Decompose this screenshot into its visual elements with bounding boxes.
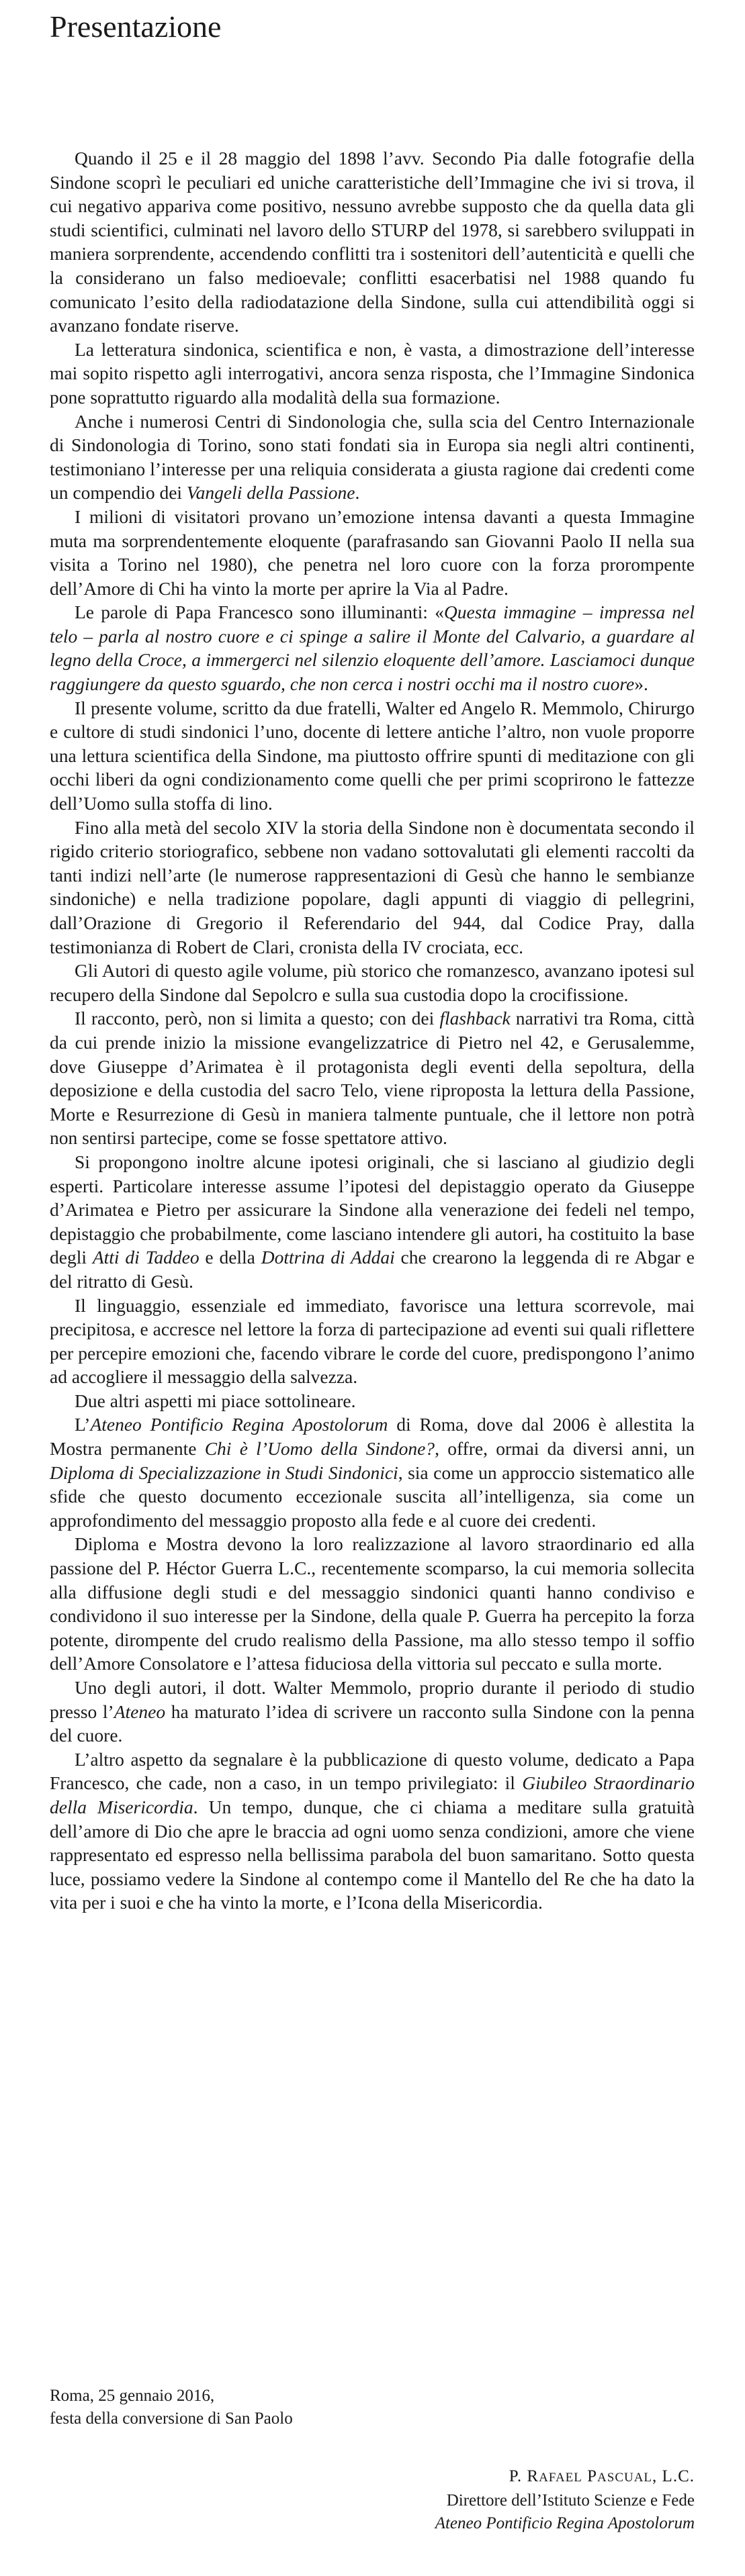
page-title: Presentazione [50, 9, 222, 44]
body-paragraph [50, 505, 695, 600]
feast-day: festa della conversione di San Paolo [50, 2410, 293, 2428]
paragraph-text: Diploma e Mostra devono la loro realizzazione al lavoro straordinario ed alla passione del P. Héctor Guerra L.C., recentemente scomparso, la cui memoria sollecita alla diffusione degli studi e del messaggio sindonici quanti hanno condiviso e condividono il suo interesse per la Sindone, della quale P. Guerra ha percepito la forza potente, dirompente del crudo realismo della Passione, ma allo stesso tempo il soffio dell’Amore Consolatore e l’attesa fiduciosa della vittoria sul peccato e sulla morte. [50, 1533, 695, 1674]
paragraph-text: Il linguaggio, essenziale ed immediato, favorisce una lettura scorrevole, mai precipitosa, e accresce nel lettore la forza di partecipazione ad eventi sui quali riflettere per percepire emozioni che, facendo vibrare le corde del cuore, predispongono l’animo ad accogliere il messaggio della salvezza. [50, 1294, 695, 1388]
paragraph-text: narrativi tra Roma, città da cui prende inizio la missione evangelizzatrice di Pietro nel 42, e Gerusalemme, dove Giuseppe d’Arimatea è il protagonista degli eventi della sepoltura, della deposizione e della custodia del sacro Telo, viene riproposta la lettura della Passione, Morte e Resurrezione di Gesù in maniera talmente puntuale, che il lettore non potrà non sentirsi partecipe, come se fosse spettatore attivo. [50, 1008, 695, 1149]
paragraph-text: Anche i numerosi Centri di Sindonologia che, sulla scia del Centro Internazionale di Sindonologia di Torino, sono stati fondati sia in Europa sia negli altri continenti, testimoniano l’interesse per una reliquia considerata a giusta ragione dai credenti come un compendio dei [50, 410, 695, 504]
signature-block [435, 2465, 695, 2535]
italic-text: Ateneo [114, 1701, 166, 1722]
paragraph-text: Il presente volume, scritto da due fratelli, Walter ed Angelo R. Memmolo, Chirurgo e cultore di studi sindonici l’uno, docente di lettere antiche l’altro, non vuole proporre una lettura scientifica della Sindone, ma piuttosto offrire spunti di meditazione con gli occhi liberi da ogni condizionamento come quelli che per primi scoprirono le fattezze dell’Uomo sulla stoffa di lino. [50, 697, 695, 814]
paragraph-text: La letteratura sindonica, scientifica e non, è vasta, a dimostrazione dell’interesse mai sopito rispetto agli interrogativi, ancora senza risposta, che l’Immagine Sindonica pone soprattutto riguardo alla modalità della sua formazione. [50, 338, 695, 408]
paragraph-text: , sia come un approccio sistematico alle sfide che questo documento eccezionale suscita all’intelligenza, sia come un approfondimento del messaggio proposto alla fede e al cuore dei credenti. [50, 1462, 695, 1531]
body-paragraph [50, 1006, 695, 1150]
author-role: Direttore dell’Istituto Scienze e Fede [446, 2491, 695, 2510]
italic-text: Atti di Taddeo [92, 1247, 200, 1268]
body-paragraph [50, 816, 695, 959]
paragraph-text: ha maturato l’idea di scrivere un racconto sulla Sindone con la penna del cuore. [50, 1701, 695, 1746]
paragraph-text: Si propongono inoltre alcune ipotesi originali, che si lasciano al giudizio degli esperti. Particolare interesse assume l’ipotesi del depistaggio operato da Giuseppe d’Arimatea e Pietro per assicurare la Sindone alla venerazione dei fedeli nel tempo, depistaggio che probabilmente, come lasciano intendere gli autori, ha costituito la base degli [50, 1151, 695, 1268]
paragraph-text: Gli Autori di questo agile volume, più storico che romanzesco, avanzano ipotesi sul recupero della Sindone dal Sepolcro e sulla sua custodia dopo la crocifissione. [50, 960, 695, 1005]
place-date: Roma, 25 gennaio 2016, [50, 2387, 215, 2405]
body-paragraph [50, 1413, 695, 1532]
body-paragraph [50, 600, 695, 696]
presentation-body [50, 146, 695, 1915]
body-paragraph [50, 1150, 695, 1294]
italic-text: Ateneo Pontificio Regina Apostolorum [90, 1414, 388, 1435]
paragraph-text: L’altro aspetto da segnalare è la pubblicazione di questo volume, dedicato a Papa Francesco, che cade, non a caso, in un tempo privilegiato: il [50, 1748, 695, 1794]
body-paragraph [50, 410, 695, 505]
body-paragraph [50, 1748, 695, 1915]
italic-text: Vangeli della Passione [186, 482, 355, 504]
body-paragraph [50, 1532, 695, 1676]
italic-text: flashback [439, 1008, 511, 1029]
paragraph-text: Le parole di Papa Francesco sono illuminanti: « [75, 602, 444, 623]
paragraph-text: Quando il 25 e il 28 maggio del 1898 l’avv. Secondo Pia dalle fotografie della Sindone scoprì le peculiari ed uniche caratteristiche dell’Immagine che ivi si trova, il cui negativo appariva come positivo, nessuno avrebbe supposto che da quella data gli studi scientifici, culminati nel lavoro dello STURP del 1978, si sarebbero sviluppati in maniera sorprendente, accendendo conflitti tra i sostenitori dell’autenticità e quelli che la considerano un falso medioevale; conflitti esacerbatisi nel 1988 quando fu comunicato l’esito della radiodatazione della Sindone, sulla cui attendibilità oggi si avanzano fondate riserve. [50, 148, 695, 336]
place-date-block [50, 2385, 293, 2430]
italic-text: Questa immagine – impressa nel telo – parla al nostro cuore e ci spinge a salire il Monte del Calvario, a guardare al legno della Croce, a immergerci nel silenzio eloquente dell’amore. Lasciamoci dunque raggiungere da questo sguardo, che non cerca i nostri occhi ma il nostro cuore [50, 602, 695, 695]
paragraph-text: . [355, 482, 360, 504]
paragraph-text: . Un tempo, dunque, che ci chiama a meditare sulla gratuità dell’amore di Dio che apre le braccia ad ogni uomo senza condizioni, amore che viene rappresentato ed espresso nella bellissima parabola del buon samaritano. Sotto questa luce, possiamo vedere la Sindone al contempo come il Mantello del Re che ha dato la vita per i suoi e che ha vinto la morte, e l’Icona della Misericordia. [50, 1796, 695, 1913]
author-name: P. RAFAEL PASCUAL, L.C. [509, 2467, 695, 2485]
paragraph-text: , offre, ormai da diversi anni, un [435, 1438, 695, 1460]
body-paragraph [50, 146, 695, 338]
body-paragraph [50, 959, 695, 1006]
author-institution: Ateneo Pontificio Regina Apostolorum [435, 2514, 695, 2532]
body-paragraph [50, 1389, 695, 1413]
paragraph-text: ». [634, 673, 648, 695]
body-paragraph [50, 1676, 695, 1748]
paragraph-text: che crearono la leggenda di re Abgar e del ritratto di Gesù. [50, 1247, 695, 1292]
paragraph-text: Il racconto, però, non si limita a questo; con dei [75, 1008, 440, 1029]
paragraph-text: I milioni di visitatori provano un’emozione intensa davanti a questa Immagine muta ma sorprendentemente eloquente (parafrasando san Giovanni Paolo II nella sua visita a Torino nel 1980), che penetra nel loro cuore con la forza prorompente dell’Amore di Chi ha vinto la morte per aprire la Via al Padre. [50, 506, 695, 599]
paragraph-text: Due altri aspetti mi piace sottolineare. [75, 1390, 356, 1411]
paragraph-text: Uno degli autori, il dott. Walter Memmolo, proprio durante il periodo di studio presso l’ [50, 1677, 695, 1722]
body-paragraph [50, 696, 695, 816]
italic-text: Giubileo Straordinario della Misericordia [50, 1772, 695, 1817]
paragraph-text: L’ [75, 1414, 91, 1435]
italic-text: Diploma di Specializzazione in Studi Sindonici [50, 1462, 398, 1483]
italic-text: Chi è l’Uomo della Sindone? [204, 1438, 435, 1460]
paragraph-text: e della [199, 1247, 261, 1268]
paragraph-text: Fino alla metà del secolo XIV la storia della Sindone non è documentata secondo il rigido criterio storiografico, sebbene non vadano sottovalutati gli elementi raccolti da tanti indizi nell’arte (le numerose rappresentazioni di Gesù che hanno le sembianze sindoniche) e nella tradizione popolare, dagli appunti di viaggio di pellegrini, dall’Orazione di Gregorio il Referendario del 944, dal Codice Pray, dalla testimonianza di Robert de Clari, cronista della IV crociata, ecc. [50, 816, 695, 957]
body-paragraph [50, 338, 695, 410]
italic-text: Dottrina di Addai [261, 1247, 395, 1268]
body-paragraph [50, 1294, 695, 1389]
paragraph-text: di Roma, dove dal 2006 è allestita la Mostra permanente [50, 1414, 695, 1460]
